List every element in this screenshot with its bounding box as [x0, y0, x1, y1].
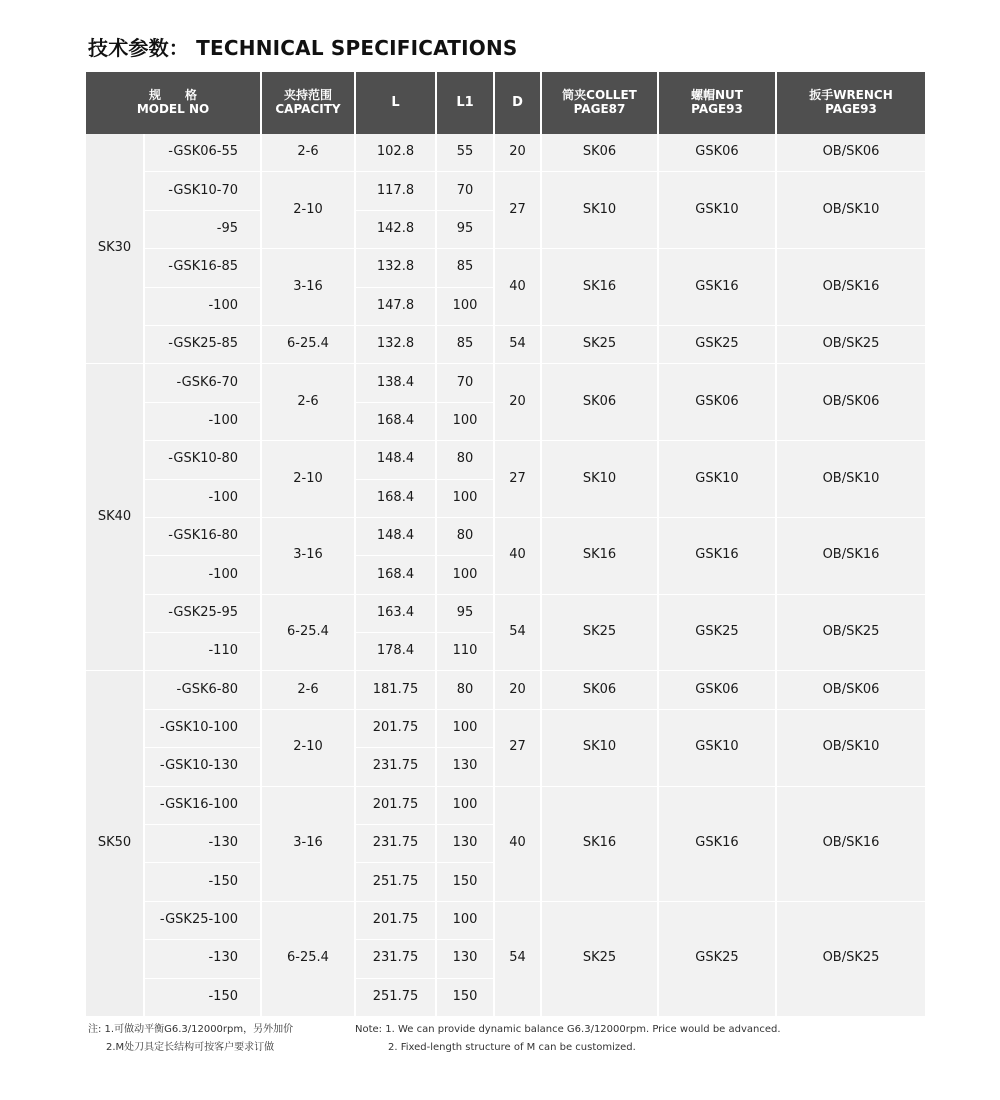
l1-cell: 80: [436, 441, 494, 479]
model-cell: -GSK16-85: [144, 249, 261, 287]
table-row: [86, 594, 925, 632]
capacity-cell: 2-6: [261, 364, 355, 441]
wrench-cell: OB/SK06: [776, 364, 925, 441]
l-cell: 132.8: [355, 325, 436, 363]
l-cell: 163.4: [355, 594, 436, 632]
group-label: SK40: [86, 364, 144, 671]
capacity-cell: 6-25.4: [261, 901, 355, 1016]
table-body: [86, 134, 925, 1016]
l1-cell: 85: [436, 325, 494, 363]
model-cell: -100: [144, 556, 261, 594]
l-cell: 168.4: [355, 479, 436, 517]
table-row: [86, 249, 925, 287]
wrench-cell: OB/SK16: [776, 249, 925, 326]
l-cell: 231.75: [355, 825, 436, 863]
model-cell: -95: [144, 210, 261, 248]
l1-cell: 100: [436, 901, 494, 939]
table-row: [86, 441, 925, 479]
capacity-cell: 6-25.4: [261, 594, 355, 671]
l1-cell: 100: [436, 709, 494, 747]
header-capacity: [261, 72, 355, 134]
table-row: [86, 364, 925, 402]
header-wrench-line1: 扳手WRENCH: [809, 88, 893, 103]
l1-cell: 100: [436, 287, 494, 325]
l1-cell: 110: [436, 633, 494, 671]
l-cell: 148.4: [355, 517, 436, 555]
collet-cell: SK16: [541, 249, 658, 326]
collet-cell: SK16: [541, 786, 658, 901]
header-collet: [541, 72, 658, 134]
nut-cell: GSK16: [658, 517, 776, 594]
collet-cell: SK25: [541, 325, 658, 363]
nut-cell: GSK16: [658, 786, 776, 901]
model-cell: -100: [144, 402, 261, 440]
l1-cell: 130: [436, 825, 494, 863]
nut-cell: GSK25: [658, 594, 776, 671]
l-cell: 201.75: [355, 901, 436, 939]
header-capacity-en: CAPACITY: [275, 102, 341, 116]
model-cell: -GSK10-100: [144, 709, 261, 747]
collet-cell: SK06: [541, 671, 658, 709]
table-header: [86, 72, 925, 134]
wrench-cell: OB/SK25: [776, 325, 925, 363]
capacity-cell: 3-16: [261, 786, 355, 901]
capacity-cell: 3-16: [261, 249, 355, 326]
capacity-cell: 2-10: [261, 441, 355, 518]
table-row: [86, 134, 925, 172]
header-wrench: [776, 72, 925, 134]
wrench-cell: OB/SK10: [776, 172, 925, 249]
capacity-cell: 2-10: [261, 709, 355, 786]
nut-cell: GSK10: [658, 172, 776, 249]
l1-cell: 55: [436, 134, 494, 172]
header-nut: [658, 72, 776, 134]
table-row: [86, 901, 925, 939]
l1-cell: 80: [436, 671, 494, 709]
header-model-cn: 规 格: [148, 88, 197, 103]
table-row: [86, 786, 925, 824]
header-model: [86, 72, 261, 134]
d-cell: 20: [494, 134, 541, 172]
l1-cell: 130: [436, 748, 494, 786]
model-cell: -GSK6-70: [144, 364, 261, 402]
l1-cell: 100: [436, 786, 494, 824]
l-cell: 231.75: [355, 940, 436, 978]
capacity-cell: 2-10: [261, 172, 355, 249]
model-cell: -GSK10-130: [144, 748, 261, 786]
l-cell: 231.75: [355, 748, 436, 786]
header-nut-line1: 螺帽NUT: [691, 88, 743, 103]
l-cell: 117.8: [355, 172, 436, 210]
header-d: D: [494, 72, 541, 134]
model-cell: -GSK10-70: [144, 172, 261, 210]
l-cell: 251.75: [355, 978, 436, 1016]
l-cell: 201.75: [355, 786, 436, 824]
model-cell: -GSK25-85: [144, 325, 261, 363]
l-cell: 181.75: [355, 671, 436, 709]
title-en: TECHNICAL SPECIFICATIONS: [196, 36, 518, 60]
model-cell: -110: [144, 633, 261, 671]
nut-cell: GSK25: [658, 901, 776, 1016]
wrench-cell: OB/SK10: [776, 441, 925, 518]
l1-cell: 150: [436, 978, 494, 1016]
l-cell: 168.4: [355, 402, 436, 440]
model-cell: -GSK16-100: [144, 786, 261, 824]
table-row: [86, 709, 925, 747]
model-cell: -150: [144, 863, 261, 901]
wrench-cell: OB/SK16: [776, 786, 925, 901]
collet-cell: SK10: [541, 441, 658, 518]
d-cell: 54: [494, 594, 541, 671]
table-row: [86, 671, 925, 709]
l1-cell: 100: [436, 556, 494, 594]
note-en-2: 2. Fixed-length structure of M can be customized.: [388, 1042, 636, 1053]
l1-cell: 70: [436, 172, 494, 210]
header-collet-line1: 筒夹COLLET: [562, 88, 637, 103]
d-cell: 20: [494, 671, 541, 709]
page-title: [88, 32, 518, 61]
nut-cell: GSK06: [658, 671, 776, 709]
d-cell: 40: [494, 249, 541, 326]
table-row: [86, 517, 925, 555]
model-cell: -130: [144, 940, 261, 978]
d-cell: 40: [494, 517, 541, 594]
collet-cell: SK10: [541, 172, 658, 249]
d-cell: 40: [494, 786, 541, 901]
model-cell: -GSK25-95: [144, 594, 261, 632]
wrench-cell: OB/SK06: [776, 671, 925, 709]
l1-cell: 100: [436, 402, 494, 440]
wrench-cell: OB/SK06: [776, 134, 925, 172]
header-wrench-line2: PAGE93: [825, 102, 877, 116]
capacity-cell: 6-25.4: [261, 325, 355, 363]
l-cell: 147.8: [355, 287, 436, 325]
nut-cell: GSK10: [658, 441, 776, 518]
nut-cell: GSK06: [658, 134, 776, 172]
wrench-cell: OB/SK25: [776, 594, 925, 671]
group-label: SK50: [86, 671, 144, 1017]
l-cell: 142.8: [355, 210, 436, 248]
header-capacity-cn: 夹持范围: [283, 88, 332, 103]
l-cell: 138.4: [355, 364, 436, 402]
d-cell: 54: [494, 901, 541, 1016]
notes-english: [355, 1021, 781, 1057]
nut-cell: GSK16: [658, 249, 776, 326]
collet-cell: SK06: [541, 364, 658, 441]
capacity-cell: 3-16: [261, 517, 355, 594]
collet-cell: SK25: [541, 901, 658, 1016]
d-cell: 27: [494, 709, 541, 786]
l1-cell: 95: [436, 594, 494, 632]
l-cell: 148.4: [355, 441, 436, 479]
collet-cell: SK25: [541, 594, 658, 671]
model-cell: -GSK10-80: [144, 441, 261, 479]
header-model-en: MODEL NO: [136, 102, 210, 116]
l1-cell: 95: [436, 210, 494, 248]
l1-cell: 85: [436, 249, 494, 287]
note-cn-1: 注: 1.可做动平衡G6.3/12000rpm，另外加价: [88, 1024, 294, 1035]
l-cell: 201.75: [355, 709, 436, 747]
model-cell: -150: [144, 978, 261, 1016]
nut-cell: GSK06: [658, 364, 776, 441]
nut-cell: GSK10: [658, 709, 776, 786]
l1-cell: 100: [436, 479, 494, 517]
l1-cell: 150: [436, 863, 494, 901]
l-cell: 251.75: [355, 863, 436, 901]
capacity-cell: 2-6: [261, 134, 355, 172]
capacity-cell: 2-6: [261, 671, 355, 709]
model-cell: -100: [144, 287, 261, 325]
l1-cell: 70: [436, 364, 494, 402]
collet-cell: SK10: [541, 709, 658, 786]
collet-cell: SK16: [541, 517, 658, 594]
d-cell: 20: [494, 364, 541, 441]
header-l1: L1: [436, 72, 494, 134]
l1-cell: 130: [436, 940, 494, 978]
table-row: [86, 325, 925, 363]
d-cell: 27: [494, 441, 541, 518]
model-cell: -GSK06-55: [144, 134, 261, 172]
model-cell: -GSK16-80: [144, 517, 261, 555]
table-row: [86, 172, 925, 210]
wrench-cell: OB/SK25: [776, 901, 925, 1016]
collet-cell: SK06: [541, 134, 658, 172]
notes-chinese: [88, 1021, 293, 1057]
model-cell: -GSK6-80: [144, 671, 261, 709]
l1-cell: 80: [436, 517, 494, 555]
nut-cell: GSK25: [658, 325, 776, 363]
note-en-1: Note: 1. We can provide dynamic balance G6.3/12000rpm. Price would be advanced.: [355, 1024, 781, 1035]
wrench-cell: OB/SK10: [776, 709, 925, 786]
model-cell: -GSK25-100: [144, 901, 261, 939]
header-l: L: [355, 72, 436, 134]
l-cell: 178.4: [355, 633, 436, 671]
model-cell: -130: [144, 825, 261, 863]
specifications-table: [86, 72, 925, 1017]
l-cell: 168.4: [355, 556, 436, 594]
header-collet-line2: PAGE87: [573, 102, 626, 116]
l-cell: 102.8: [355, 134, 436, 172]
l-cell: 132.8: [355, 249, 436, 287]
header-nut-line2: PAGE93: [691, 102, 743, 116]
d-cell: 27: [494, 172, 541, 249]
group-label: SK30: [86, 134, 144, 364]
d-cell: 54: [494, 325, 541, 363]
wrench-cell: OB/SK16: [776, 517, 925, 594]
note-cn-2: 2.M处刀具定长结构可按客户要求订做: [106, 1042, 275, 1053]
model-cell: -100: [144, 479, 261, 517]
title-cn: 技术参数：: [88, 36, 189, 60]
